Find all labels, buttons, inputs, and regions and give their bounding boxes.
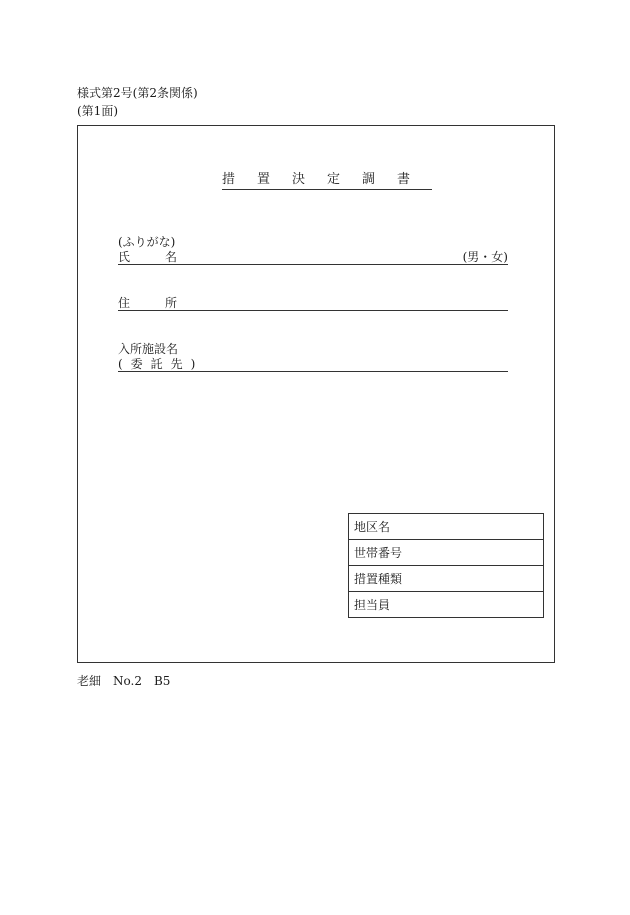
household-number-cell[interactable]: 世帯番号: [349, 540, 544, 566]
footer-code: 老細 No.2 B5: [77, 674, 171, 688]
district-name-cell[interactable]: 地区名: [349, 514, 544, 540]
table-row: [349, 540, 544, 566]
staff-cell[interactable]: 担当員: [349, 592, 544, 618]
facility-label: 入所施設名: [118, 342, 179, 356]
page-label: (第1面): [77, 104, 118, 118]
gender-label: (男・女): [462, 250, 508, 264]
facility-field[interactable]: [118, 355, 508, 372]
table-row: [349, 592, 544, 618]
form-number: 様式第2号(第2条関係): [77, 86, 198, 100]
name-label: 氏名: [118, 250, 213, 264]
measure-type-cell[interactable]: 措置種類: [349, 566, 544, 592]
table-row: [349, 514, 544, 540]
address-label: 住所: [118, 296, 213, 310]
name-field[interactable]: [118, 248, 508, 265]
address-field[interactable]: [118, 294, 508, 311]
table-row: [349, 566, 544, 592]
consignee-label: (委託先): [118, 357, 204, 371]
document-title: 措置決定調書: [222, 172, 432, 190]
office-use-table: [348, 513, 544, 618]
furigana-label: (ふりがな): [118, 235, 176, 249]
